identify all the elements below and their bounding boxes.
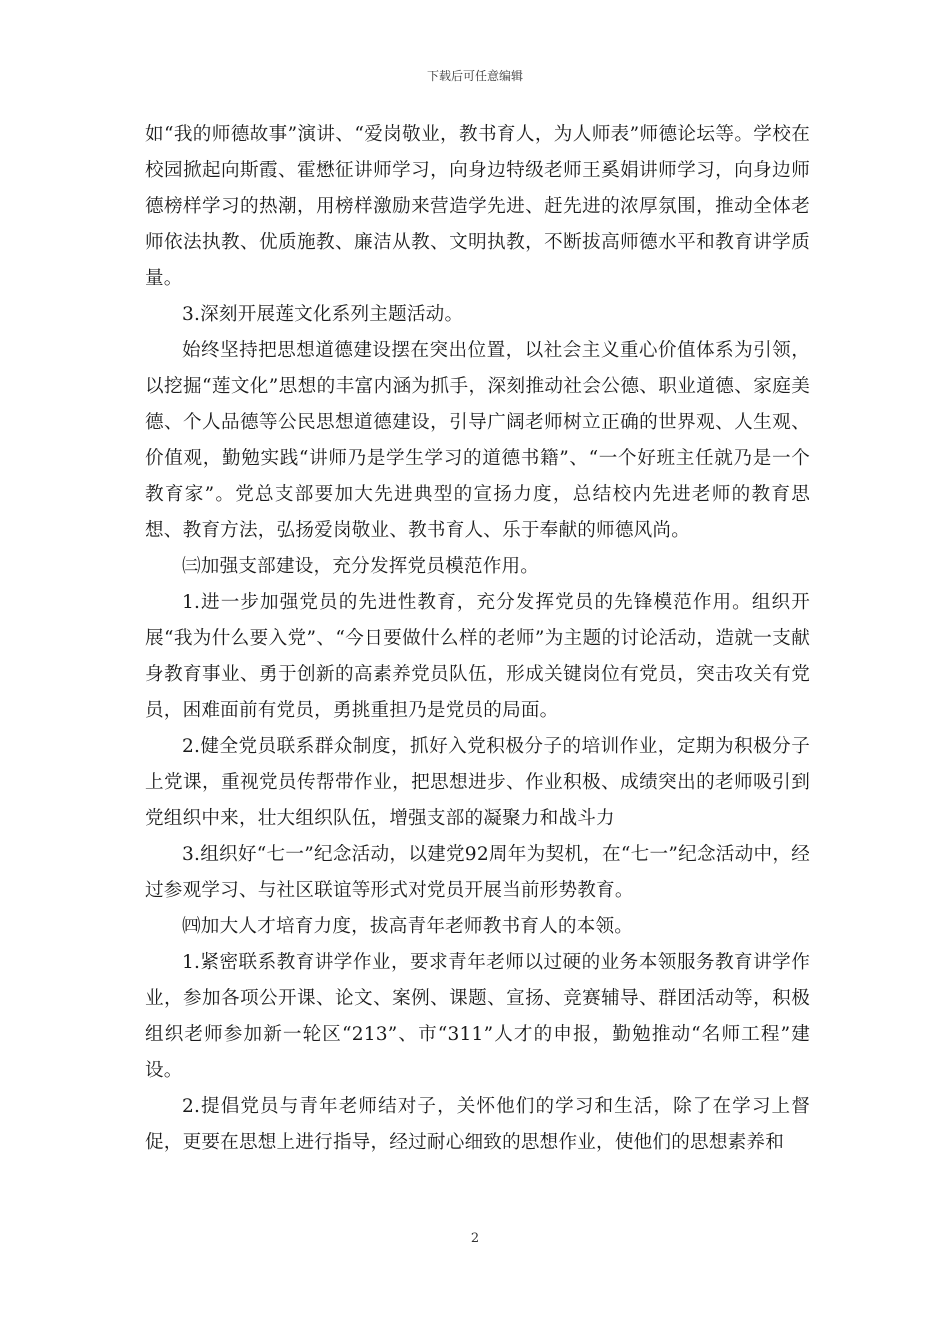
page-header: 下载后可任意编辑 xyxy=(426,69,523,83)
paragraph-continuation: 如“我的师德故事”演讲、“爱岗敬业，教书育人，为人师表”师德论坛等。学校在校园掀起向斯霞、霍懋征讲师学习，向身边特级老师王奚娟讲师学习，向身边师德榜样学习的热潮，用榜样激励来营造学先进、赶先进的浓厚氛围，推动全体老师依法执教、优质施教、廉洁从教、文明执教，不断拔高师德水平和教育讲学质量。 xyxy=(145,124,810,289)
page-number: 2 xyxy=(470,1231,480,1246)
paragraph-item-2-mentoring: 2.提倡党员与青年老师结对子，关怀他们的学习和生活，除了在学习上督促，更要在思想上进行指导，经过耐心细致的思想作业，使他们的思想素养和 xyxy=(145,1096,810,1153)
paragraph-item-2-mass-contact: 2.健全党员联系群众制度，抓好入党积极分子的培训作业，定期为积极分子上党课，重视党员传帮带作业，把思想进步、作业积极、成绩突出的老师吸引到党组织中来，壮大组织队伍，增强支部的凝聚力和战斗力 xyxy=(145,736,810,829)
paragraph-section-3-heading: ㈢加强支部建设，充分发挥党员模范作用。 xyxy=(182,556,540,577)
paragraph-heading-lotus-culture: 3.深刻开展莲文化系列主题活动。 xyxy=(182,304,464,325)
paragraph-item-3-july-first: 3.组织好“七一”纪念活动，以建党92周年为契机，在“七一”纪念活动中，经过参观学习、与社区联谊等形式对党员开展当前形势教育。 xyxy=(145,844,810,901)
paragraph-section-4-heading: ㈣加大人才培育力度，拔高青年老师教书育人的本领。 xyxy=(182,916,634,937)
paragraph-item-1-teaching-work: 1.紧密联系教育讲学作业，要求青年老师以过硬的业务本领服务教育讲学作业，参加各项公开课、论文、案例、课题、宣扬、竞赛辅导、群团活动等，积极组织老师参加新一轮区“213”、市“311”人才的申报，勤勉推动“名师工程”建设。 xyxy=(145,952,810,1081)
paragraph-item-1-party-education: 1.进一步加强党员的先进性教育，充分发挥党员的先锋模范作用。组织开展“我为什么要入党”、“今日要做什么样的老师”为主题的讨论活动，造就一支献身教育事业、勇于创新的高素养党员队伍，形成关键岗位有党员，突击攻关有党员，困难面前有党员，勇挑重担乃是党员的局面。 xyxy=(145,592,810,721)
document-body xyxy=(145,117,810,1161)
paragraph-moral-construction: 始终坚持把思想道德建设摆在突出位置，以社会主义重心价值体系为引领，以挖掘“莲文化”思想的丰富内涵为抓手，深刻推动社会公德、职业道德、家庭美德、个人品德等公民思想道德建设，引导广阔老师树立正确的世界观、人生观、价值观，勤勉实践“讲师乃是学生学习的道德书籍”、“一个好班主任就乃是一个教育家”。党总支部要加大先进典型的宣扬力度，总结校内先进老师的教育思想、教育方法，弘扬爱岗敬业、教书育人、乐于奉献的师德风尚。 xyxy=(145,340,810,541)
